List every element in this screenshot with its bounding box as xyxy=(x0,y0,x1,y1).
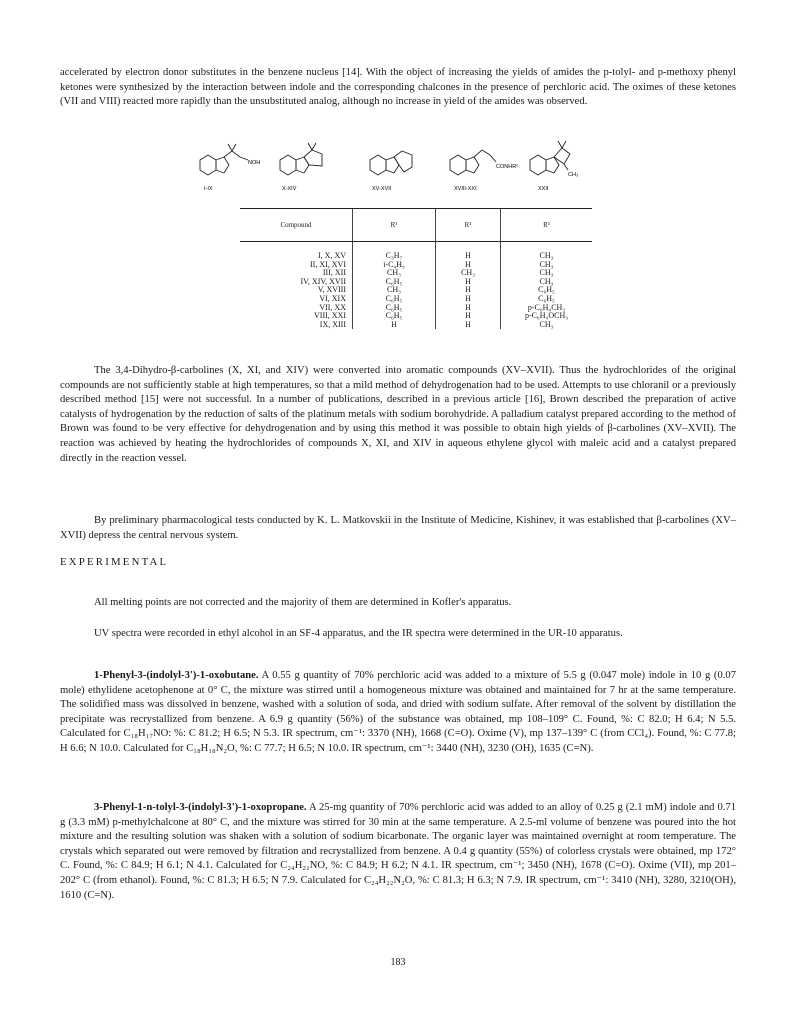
struct-label: XVIII-XXI xyxy=(454,186,477,192)
pyrrole-ring xyxy=(296,157,309,173)
struct-group-label: NOH xyxy=(248,160,261,166)
benzene-ring xyxy=(280,155,296,175)
table-row xyxy=(240,242,592,261)
pyrrole-ring xyxy=(466,157,479,173)
side-chain xyxy=(224,151,248,160)
dehydrogenation-paragraph: The 3,4-Dihydro-β-carbolines (X, XI, and XIV) were converted into aromatic compounds (XV–XVII). Thus the hydrochlorides of the original compounds are not sufficiently stable at high temperatures, so that a mild method of dehydrogenation had to be used. Attempts to use chloranil or a previously described method [15] were not successful. In a number of publications, described in a previous article [16], Brown described the preparation of active catalysts of hydrogenation by the reduction of salts of the platinum metals with sodium borohydride. A palladium catalyst prepared according to the method of Brown was found to be very effective for dehydrogenation and by using this method it was possible to obtain high yields of β-carbolines (XV–XVII). The reaction was achieved by heating the hydrochlorides of compounds X, XI, and XIV in aqueous ethylene glycol with maleic acid and a catalyst prepared directly in the reaction vessel. xyxy=(60,365,736,464)
intro-paragraph: accelerated by electron donor substitutes in the benzene nucleus [14]. With the object of increasing the yields of amides the p-tolyl- and p-methoxy phenyl ketones were synthesized by the interaction between indole and the corresponding chalcones in the presence of perchloric acid. The oximes of these ketones (VII and VIII) reacted more rapidly than the unsubstituted analog, although no increase in yield of the amides was observed. xyxy=(60,67,736,108)
table-cell: IX, XIII xyxy=(319,319,346,329)
table-cell: V, XVIII xyxy=(317,285,346,295)
table-cell: CH₃ xyxy=(501,242,593,261)
procedure-body: A 25-mg quantity of 70% perchloric acid was added to an alloy of 0.25 g (2.1 mM) indole and 0.71 g (3.3 mM) p-methylchalcone at 80° C, and the mixture was stirred for 30 min at the same temperature. A 2.5-ml volume of benzene was poured into the hot mixture and the resulting solution was shaken with a solution of sodium bicarbonate. The organic layer was maintained overnight at room temperature. The crystals which separated out were removed by filtration and recrystallized from benzene. A 0.4 g quantity (55%) of colorless crystals were obtained, mp 172° C. Found, %: C 84.9; H 6.1; N 4.1. Calculated for C₂₄H₂₁NO, %: C 84.9; H 6.2; N 4.1. IR spectrum, cm⁻¹; 3450 (NH), 1678 (C=O). Oxime (VII), mp 201–202° C (from ethanol). Found, %: C 81.3; H 6.5; N 7.9. Calculated for C₂₄H₂₂N₂O, %: C 81.3; H 6.3; N 7.9. IR spectrum, cm⁻¹: 3410 (NH), 3280, 3210(OH), 1610 (C=N). xyxy=(60,802,736,901)
table-cell: H xyxy=(436,261,501,270)
table-row xyxy=(240,321,592,330)
table-cell: C₆H₅ xyxy=(353,295,436,304)
table-cell: H xyxy=(436,278,501,287)
table-header-row xyxy=(240,209,592,242)
dihydropyridine-ring xyxy=(304,150,322,166)
pharmacology-paragraph: By preliminary pharmacological tests conducted by K. L. Matkovskii in the Institute of Medicine, Kishinev, it was established that β-carbolines (XV–XVII) depress the central nervous system. xyxy=(60,515,736,541)
table-cell: H xyxy=(353,321,436,330)
pyrrole-ring xyxy=(216,157,229,173)
struct-label: X-XIV xyxy=(282,186,297,192)
pyrrole-ring xyxy=(386,157,399,173)
procedure-2 xyxy=(60,801,736,903)
table-cell: I, X, XV xyxy=(318,251,346,260)
table-cell: C₆H₅ xyxy=(501,295,593,304)
table-cell: H xyxy=(436,312,501,321)
substituent-table xyxy=(240,208,592,329)
table-cell: II, XI, XVI xyxy=(310,259,346,269)
spectra-paragraph: UV spectra were recorded in ethyl alcohol in an SF-4 apparatus, and the IR spectra were determined in the UR-10 apparatus. xyxy=(94,628,623,639)
struct-group-label: CH₃ xyxy=(568,172,579,178)
benzene-ring xyxy=(200,155,216,175)
table-cell: CH₃ xyxy=(501,261,593,270)
table-header: R³ xyxy=(501,209,593,242)
table-cell: CH₃ xyxy=(501,269,593,278)
table-header: Compound xyxy=(240,209,353,242)
procedure-title: 3-Phenyl-1-n-tolyl-3-(indolyl-3')-1-oxopropane. xyxy=(94,802,307,813)
table-cell: C₆H₅ xyxy=(353,312,436,321)
table-cell: C₆H₅ xyxy=(353,304,436,313)
table-cell: C₆H₅ xyxy=(501,286,593,295)
table-cell: VI, XIX xyxy=(319,293,346,303)
table-cell: p-C₆H₄OCH₃ xyxy=(501,312,593,321)
struct-label: XXII xyxy=(538,186,549,192)
table-cell: H xyxy=(436,286,501,295)
melting-points-paragraph: All melting points are not corrected and the majority of them are determined in Kofler's apparatus. xyxy=(94,597,512,608)
table-cell: CH₃ xyxy=(501,321,593,330)
benzene-ring xyxy=(450,155,466,175)
struct-group-label: CONHR² xyxy=(496,164,518,170)
table-cell: H xyxy=(436,304,501,313)
struct-label: I-IX xyxy=(204,186,213,192)
table-cell: III, XII xyxy=(322,268,346,278)
procedure-title: 1-Phenyl-3-(indolyl-3')-1-oxobutane. xyxy=(94,670,259,681)
table-cell: H xyxy=(436,295,501,304)
table-cell: CH₃ xyxy=(353,269,436,278)
benzene-ring xyxy=(370,155,386,175)
procedure-body: A 0.55 g quantity of 70% perchloric acid was added to a mixture of 5.5 g (0.047 mole) indole in 10 g (0.07 mole) ethylidene acetophenone at 0° C, the mixture was stirred until a homogeneous mixture was obtained and maintained for 7 hr at the same temperature. The solidified mass was dissolved in benzene, washed with a solution of soda, and dried with sodium sulfate. After removal of the solvent by distillation the precipitate was recrystallized from benzene. A 6.9 g quantity (56%) of the substance was obtained, mp 108–109° C. Found, %: C 82.0; H 6.4; N 5.5. Calculated for C₁₈H₁₇NO: %: C 81.2; H 6.5; N 5.3. IR spectrum, cm⁻¹: 3370 (NH), 1668 (C=O). Oxime (V), mp 137–139° C (from CCl₄). Found, %: C 77.8; H 6.6; N 10.0. Calculated for C₁₈H₁₈N₂O, %: C 77.7; H 6.5; N 10.0. IR spectrum, cm⁻¹: 3440 (NH), 3230 (OH), 1635 (C=N). xyxy=(60,670,736,754)
table-cell: C₆H₅ xyxy=(353,278,436,287)
table-cell: i-C₄H₉ xyxy=(353,261,436,270)
table-cell: VIII, XXI xyxy=(314,311,346,321)
benzene-ring xyxy=(530,155,546,175)
table-cell: CH₃ xyxy=(353,286,436,295)
structure-formulas xyxy=(196,138,596,196)
table-cell: H xyxy=(436,242,501,261)
table-cell: IV, XIV, XVII xyxy=(300,276,346,286)
section-heading: EXPERIMENTAL xyxy=(60,556,169,568)
table-cell: H xyxy=(436,321,501,330)
table-header: R² xyxy=(436,209,501,242)
table-cell: C₃H₇ xyxy=(353,242,436,261)
table-header: R¹ xyxy=(353,209,436,242)
table-cell: p-C₆H₄CH₃ xyxy=(501,304,593,313)
struct-label: XV-XVII xyxy=(372,186,392,192)
table-cell: CH₃ xyxy=(501,278,593,287)
procedure-1 xyxy=(60,669,736,757)
page-number: 183 xyxy=(390,957,406,968)
table-cell: CH₃ xyxy=(436,269,501,278)
table-cell: VII, XX xyxy=(319,302,346,312)
